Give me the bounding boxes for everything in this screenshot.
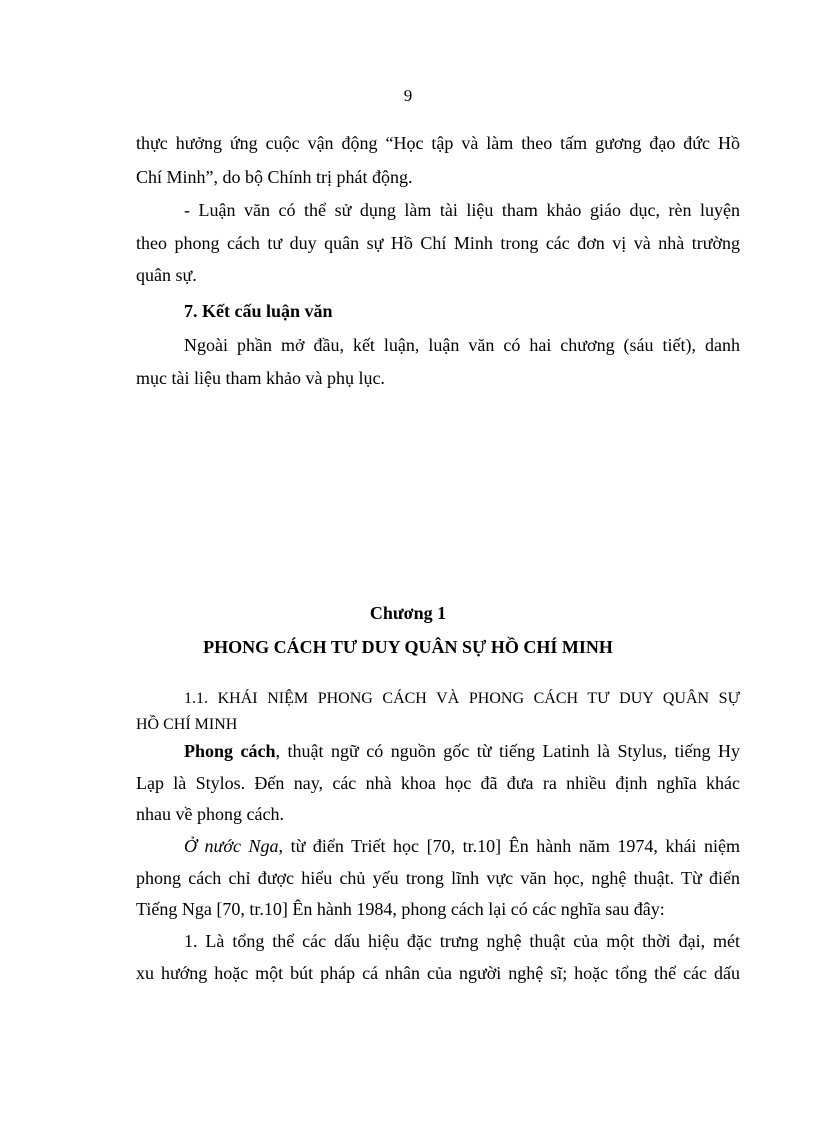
paragraph-line: theo phong cách tư duy quân sự Hồ Chí Minh trong các đơn vị và nhà trường bbox=[136, 233, 740, 253]
paragraph-line: Lạp là Stylos. Đến nay, các nhà khoa học đã đưa ra nhiều định nghĩa khác bbox=[136, 773, 740, 793]
paragraph-line: phong cách chỉ được hiểu chủ yếu trong lĩnh vực văn học, nghệ thuật. Từ điển bbox=[136, 868, 740, 888]
page-number: 9 bbox=[403, 86, 413, 105]
paragraph-line: - Luận văn có thể sử dụng làm tài liệu tham khảo giáo dục, rèn luyện bbox=[184, 200, 740, 220]
subsection-heading: 1.1. KHÁI NIỆM PHONG CÁCH VÀ PHONG CÁCH TƯ DUY QUÂN SỰ bbox=[184, 690, 740, 707]
paragraph-line: Ngoài phần mở đầu, kết luận, luận văn có hai chương (sáu tiết), danh bbox=[184, 335, 740, 355]
paragraph-line: Chí Minh”, do bộ Chính trị phát động. bbox=[136, 167, 413, 187]
paragraph-line: xu hướng hoặc một bút pháp cá nhân của người nghệ sĩ; hoặc tổng thể các dấu bbox=[136, 963, 740, 983]
subsection-heading: HỒ CHÍ MINH bbox=[136, 716, 238, 733]
chapter-label: Chương 1 bbox=[369, 603, 447, 623]
chapter-title: PHONG CÁCH TƯ DUY QUÂN SỰ HỒ CHÍ MINH bbox=[203, 637, 613, 657]
section-heading: 7. Kết cấu luận văn bbox=[184, 301, 333, 321]
paragraph-line: Ở nước Nga, từ điển Triết học [70, tr.10] Ên hành năm 1974, khái niệm bbox=[184, 836, 740, 856]
paragraph-line: thực hưởng ứng cuộc vận động “Học tập và làm theo tấm gương đạo đức Hồ bbox=[136, 133, 740, 153]
italic-lead: Ở nước Nga bbox=[184, 836, 279, 856]
paragraph-line: quân sự. bbox=[136, 265, 197, 285]
paragraph-line: 1. Là tổng thể các dấu hiệu đặc trưng nghệ thuật của một thời đại, mét bbox=[184, 931, 740, 951]
paragraph-line: mục tài liệu tham khảo và phụ lục. bbox=[136, 368, 385, 388]
paragraph-line: Tiếng Nga [70, tr.10] Ên hành 1984, phong cách lại có các nghĩa sau đây: bbox=[136, 899, 665, 919]
defined-term: Phong cách bbox=[184, 741, 276, 761]
paragraph-line: nhau về phong cách. bbox=[136, 804, 284, 824]
paragraph-line: Phong cách, thuật ngữ có nguồn gốc từ tiếng Latinh là Stylus, tiếng Hy bbox=[184, 741, 740, 761]
